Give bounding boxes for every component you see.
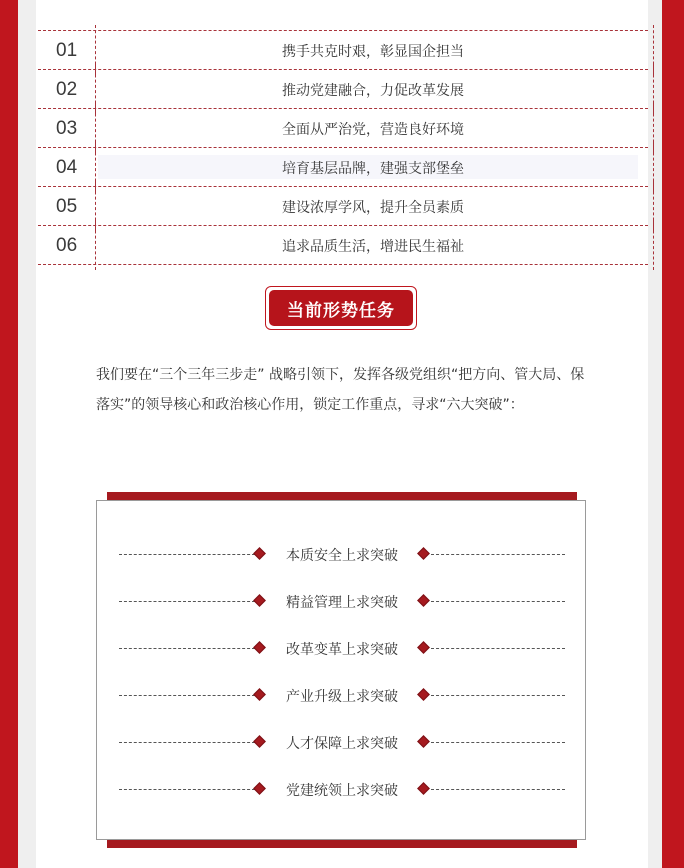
diamond-icon xyxy=(253,594,266,607)
item-number: 05 xyxy=(56,196,78,217)
section-title: 当前形势任务 xyxy=(269,290,413,326)
diamond-icon xyxy=(253,735,266,748)
list-item xyxy=(38,108,648,147)
breakthrough-item xyxy=(97,589,585,613)
item-text: 建设浓厚学风，提升全员素质 xyxy=(282,200,464,216)
diamond-icon xyxy=(253,547,266,560)
list-item xyxy=(38,30,648,69)
breakthrough-label: 精益管理上求突破 xyxy=(286,595,398,611)
section-title-badge xyxy=(265,286,417,330)
item-text: 培育基层品牌，建强支部堡垒 xyxy=(282,161,464,177)
diamond-icon xyxy=(253,641,266,654)
breakthrough-item xyxy=(97,542,585,566)
breakthrough-label: 本质安全上求突破 xyxy=(286,548,398,564)
list-item xyxy=(38,186,648,225)
item-number: 03 xyxy=(56,118,78,139)
list-item xyxy=(38,225,648,265)
intro-paragraph: 我们要在“三个三年三步走” 战略引领下，发挥各级党组织“把方向、管大局、保落实”的领导核心和政治核心作用，锁定工作重点，寻求“六大突破”： xyxy=(96,367,585,413)
list-item xyxy=(38,147,648,186)
item-text: 推动党建融合，力促改革发展 xyxy=(282,83,464,99)
item-number: 02 xyxy=(56,79,78,100)
breakthrough-item xyxy=(97,777,585,801)
breakthrough-label: 改革变革上求突破 xyxy=(286,642,398,658)
numbered-list xyxy=(38,30,648,265)
frame-right-gutter xyxy=(648,0,662,868)
diamond-icon xyxy=(253,688,266,701)
breakthrough-item xyxy=(97,730,585,754)
item-number: 04 xyxy=(56,157,78,178)
frame-left-gutter xyxy=(18,0,36,868)
breakthrough-label: 产业升级上求突破 xyxy=(286,689,398,705)
diamond-icon xyxy=(253,782,266,795)
diamond-icon xyxy=(417,547,430,560)
breakthrough-label: 人才保障上求突破 xyxy=(286,736,398,752)
diamond-icon xyxy=(417,641,430,654)
diamond-icon xyxy=(417,735,430,748)
item-text: 携手共克时艰，彰显国企担当 xyxy=(282,44,464,60)
item-text: 全面从严治党，营造良好环境 xyxy=(282,122,464,138)
diamond-icon xyxy=(417,594,430,607)
diamond-icon xyxy=(417,782,430,795)
breakthrough-label: 党建统领上求突破 xyxy=(286,783,398,799)
frame-left-border xyxy=(0,0,18,868)
item-number: 01 xyxy=(56,40,78,61)
frame-right-border xyxy=(662,0,684,868)
breakthrough-item xyxy=(97,636,585,660)
breakthrough-item xyxy=(97,683,585,707)
item-text: 追求品质生活，增进民生福祉 xyxy=(282,239,464,255)
diamond-icon xyxy=(417,688,430,701)
item-number: 06 xyxy=(56,235,78,256)
list-item xyxy=(38,69,648,108)
breakthrough-box xyxy=(96,500,586,840)
